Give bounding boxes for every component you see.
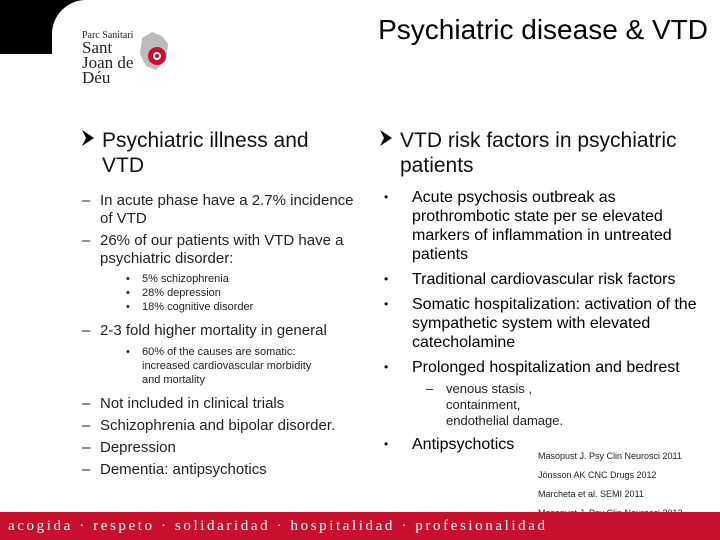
page-title: Psychiatric disease & VTD xyxy=(378,14,708,45)
list-item: • Traditional cardiovascular risk factors xyxy=(384,271,676,288)
logo-line2: Sant Joan de Déu xyxy=(82,38,134,87)
sub-list-item: • 5% schizophrenia xyxy=(126,273,229,285)
logo xyxy=(78,28,188,88)
list-item: – Dementia: antipsychotics xyxy=(82,461,267,478)
sub-list-item: – venous stasis , containment, endothelial damage. xyxy=(426,381,564,428)
logo-emblem-icon xyxy=(138,30,172,74)
right-heading xyxy=(380,128,700,178)
arrow-bullet-icon xyxy=(380,130,392,146)
reference: Marcheta et al. SEMI 2011 xyxy=(538,489,644,499)
left-heading xyxy=(82,128,354,178)
list-item: – Schizophrenia and bipolar disorder. xyxy=(82,417,336,434)
right-heading-text: VTD risk factors in psychiatric patients xyxy=(400,129,677,177)
list-item: – Depression xyxy=(82,439,176,456)
list-item: • Acute psychosis outbreak as prothrombotic state per se elevated markers of inflammation in untreated patients xyxy=(384,189,672,263)
list-item: • Prolonged hospitalization and bedrest xyxy=(384,359,680,376)
list-item: – Not included in clinical trials xyxy=(82,395,285,412)
list-item: • Somatic hospitalization: activation of the sympathetic system with elevated catecholamine xyxy=(384,296,697,351)
left-heading-text: Psychiatric illness and VTD xyxy=(102,129,309,177)
left-column xyxy=(82,128,354,479)
list-item: – 2-3 fold higher mortality in general xyxy=(82,322,327,339)
list-item: • Antipsychotics xyxy=(384,436,515,453)
reference: Jönsson AK CNC Drugs 2012 xyxy=(538,470,657,480)
sub-list-item: • 60% of the causes are somatic: increased cardiovascular morbidity and mortality xyxy=(126,346,312,386)
arrow-bullet-icon xyxy=(82,130,94,146)
sub-list-item: • 28% depression xyxy=(126,287,221,299)
reference: Masopust J. Psy Clin Neurosci 2011 xyxy=(538,451,682,461)
list-item: – In acute phase have a 2.7% incidence of VTD xyxy=(82,192,354,227)
right-column xyxy=(380,128,700,454)
logo-line1: Parc Sanitari xyxy=(82,30,134,41)
sub-list-item: • 18% cognitive disorder xyxy=(126,301,254,313)
footer-banner: acogida · respeto · solidaridad · hospitalidad · profesionalidad xyxy=(0,512,720,540)
list-item: – 26% of our patients with VTD have a psychiatric disorder: xyxy=(82,232,344,267)
